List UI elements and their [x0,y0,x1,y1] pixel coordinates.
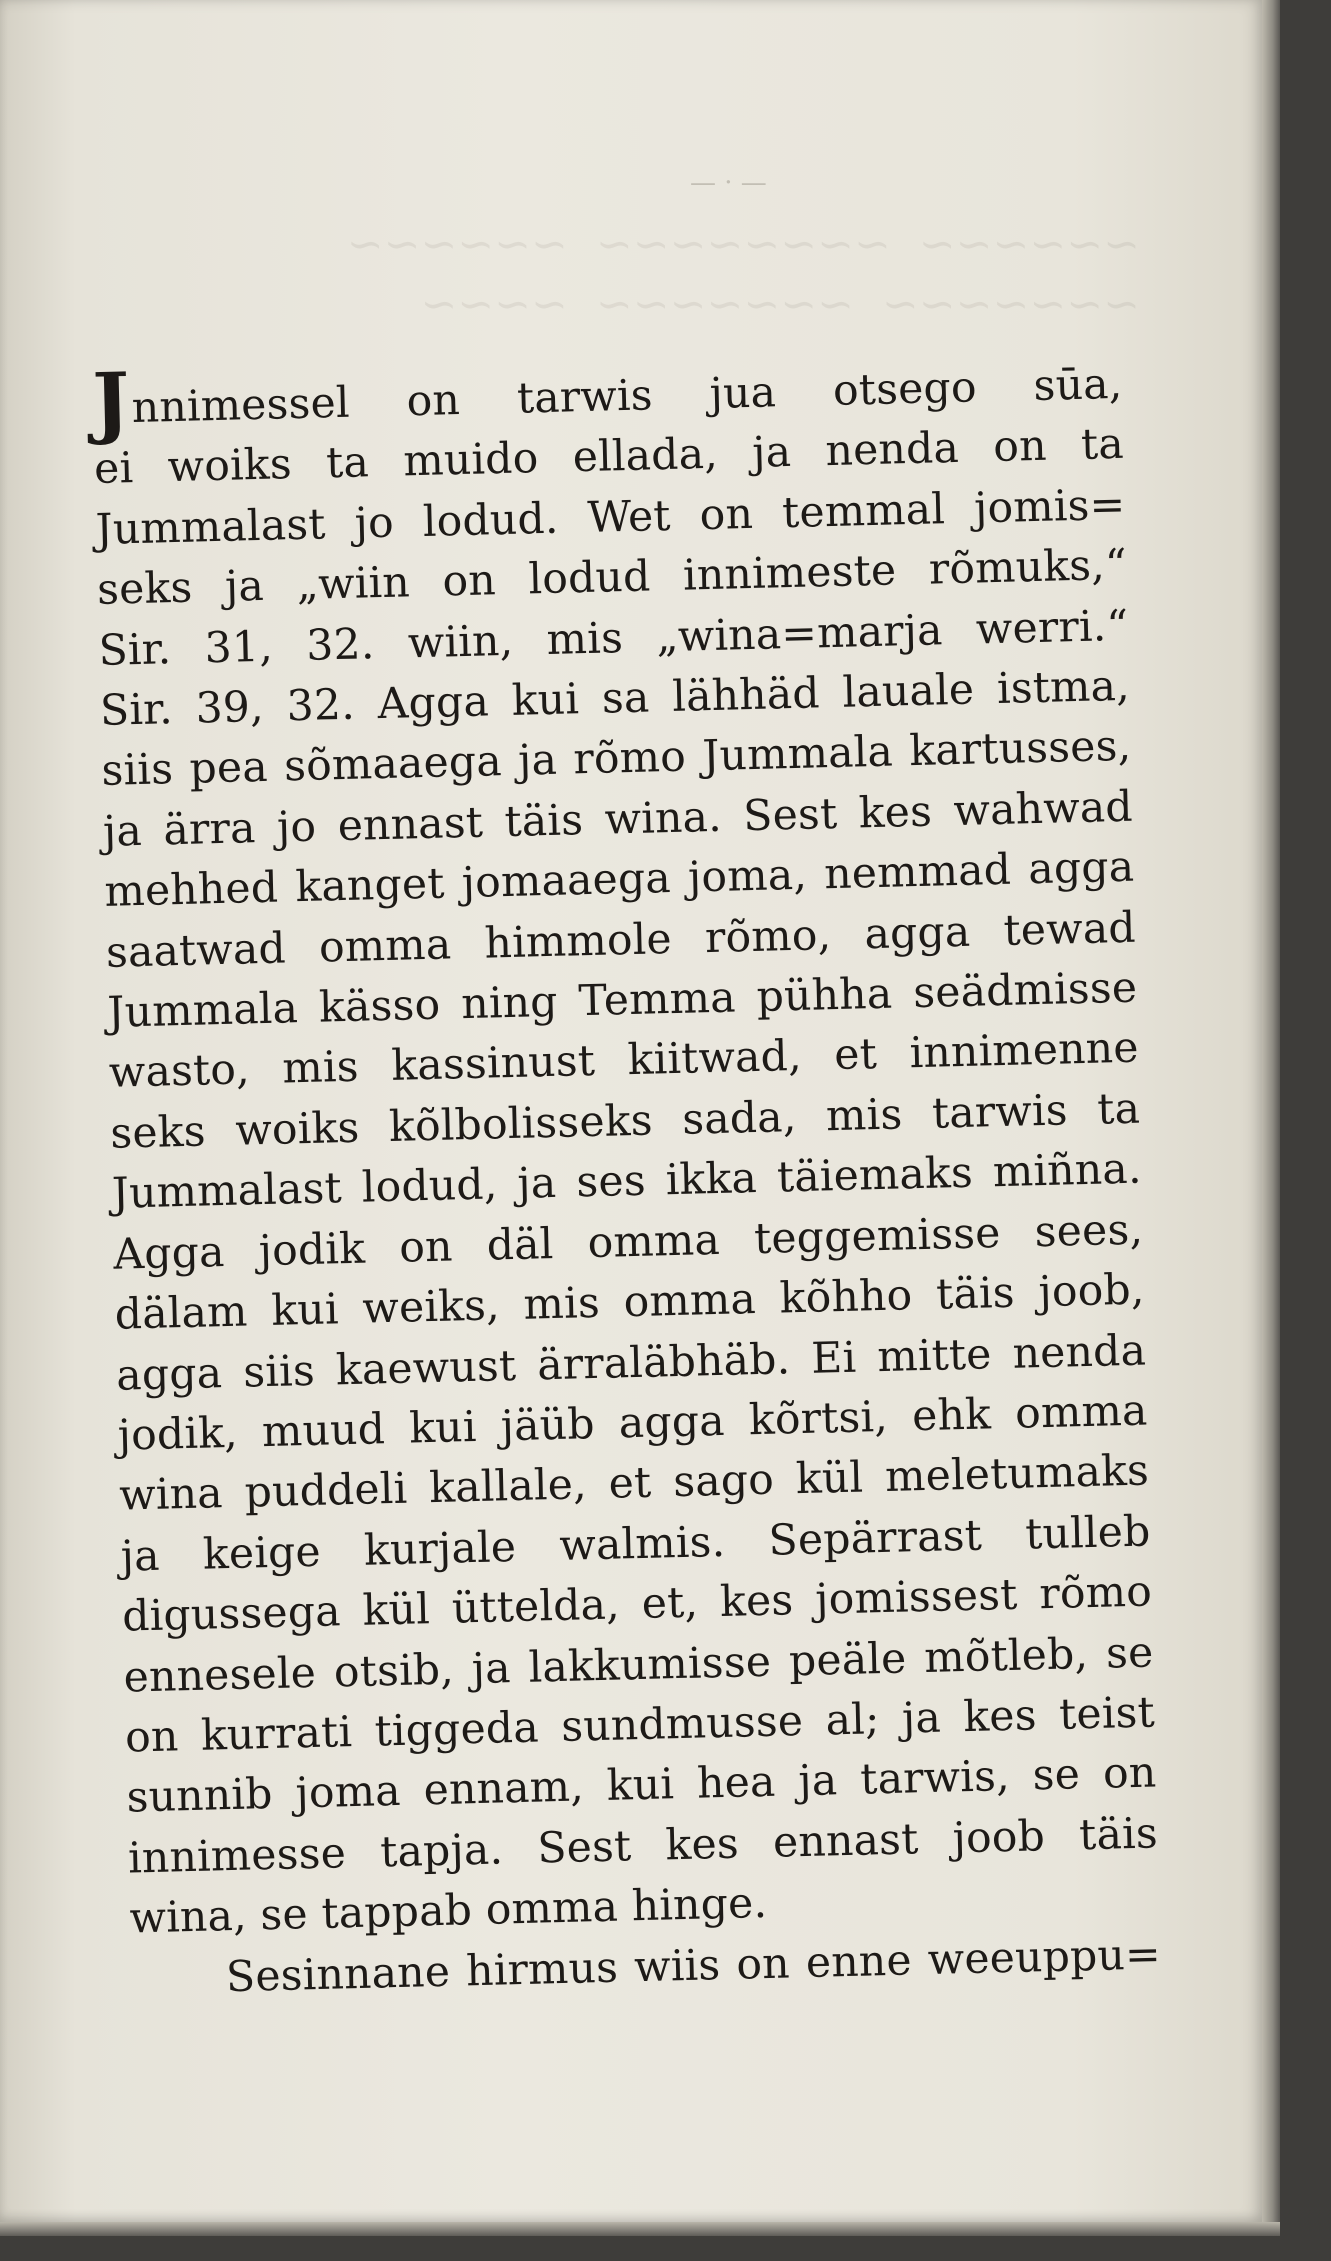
text-line: ennesele otsib, ja lakkumisse peäle mõtleb, se [123,1627,1155,1703]
text-line: Jummalast lodud, ja ses ikka täiemaks miñna. [111,1144,1143,1220]
text-line: wina, se tappab omma hinge. [129,1879,768,1944]
faint-page-mark: — · — [690,168,767,198]
text-line: Sir. 39, 32. Agga kui sa lähhäd lauale istma, [99,661,1131,736]
text-line: siis pea sõmaaega ja rõmo Jummala kartusses, [100,722,1132,797]
show-through-text: ~~~~~~ ~~~~~~~~ ~~~~~~ ~~~~~~~ ~~~~~~~ ~~~~ [346,219,1140,330]
text-line: saatwad omma himmole rõmo, agga tewad [105,903,1137,978]
text-line: seks ja „wiin on lodud innimeste rõmuks,“ [96,540,1128,616]
text-line: wina puddeli kallale, et sago kül meletumaks [118,1446,1150,1521]
text-line: on kurrati tiggeda sundmusse al; ja kes teist [124,1688,1156,1763]
text-line: Jummala kässo ning Temma pühha seädmisse [106,963,1138,1038]
text-line: Sesinnane hirmus wiis on enne weeuppu= [225,1929,1162,2002]
text-line: agga siis kaewust ärraläbhäb. Ei mitte nenda [115,1326,1147,1401]
page-edge-shadow [1262,0,1280,2222]
text-line: sunnib joma ennam, kui hea ja tarwis, se on [126,1748,1157,1823]
text-line: ei woiks ta muido ellada, ja nenda on ta [93,420,1125,495]
text-line: Jummalast jo lodud. Wet on temmal jomis= [95,480,1126,555]
text-line: ja ärra jo ennast täis wina. Sest kes wahwad [102,782,1134,857]
text-line: wasto, mis kassinust kiitwad, et innimenne [108,1024,1140,1099]
text-line: Sir. 31, 32. wiin, mis „wina=marja werri.“ [98,601,1129,676]
text-line: innimesse tapja. Sest kes ennast joob täis [127,1809,1159,1884]
body-text [92,355,1162,2011]
drop-cap: J [91,356,131,448]
text-line: dälam kui weiks, mis omma kõhho täis joob, [114,1265,1146,1340]
bottom-edge-shadow [0,2222,1280,2236]
text-line: ja keige kurjale walmis. Sepärrast tulleb [120,1507,1152,1582]
text-line: digussega kül üttelda, et, kes jomissest rõmo [121,1567,1153,1642]
text-line: mehhed kanget jomaaega joma, nemmad agga [103,842,1135,918]
text-line: seks woiks kõlbolisseks sada, mis tarwis ta [109,1084,1141,1159]
text-line: jodik, muud kui jäüb agga kõrtsi, ehk omma [117,1386,1149,1461]
text-line: Agga jodik on däl omma teggemisse sees, [112,1205,1144,1280]
first-line-rest: nnimessel on tarwis jua otsego sūa, [131,359,1124,434]
